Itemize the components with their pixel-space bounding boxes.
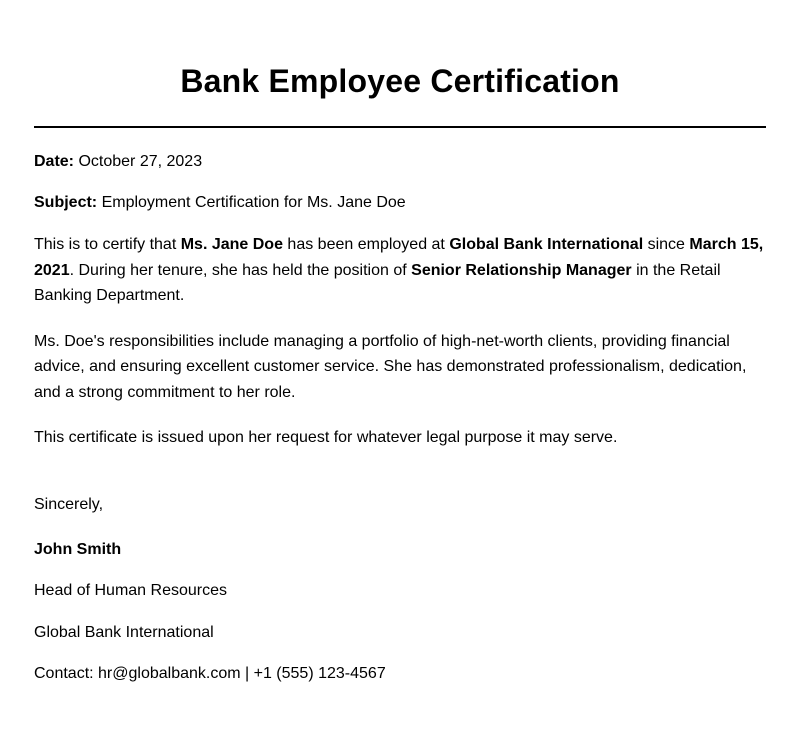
certification-paragraph	[34, 232, 766, 309]
signer-organization: Global Bank International	[34, 623, 214, 641]
closing-line: Sincerely,	[34, 495, 104, 513]
employee-name: Ms. Jane Doe	[180, 236, 283, 253]
p1-text-5: in the Retail Banking Department.	[34, 261, 721, 304]
p1-text-2: has been employed at	[282, 236, 450, 253]
purpose-paragraph: This certificate is issued upon her request for whatever legal purpose it may serve.	[34, 429, 618, 446]
subject-line	[34, 193, 766, 213]
contact-line: Contact: hr@globalbank.com | +1 (555) 123-4567	[34, 664, 386, 682]
p1-text-3: since	[643, 236, 690, 253]
signer-title: Head of Human Resources	[34, 581, 227, 599]
start-date: March 15, 2021	[34, 236, 764, 279]
p1-text-1: This is to certify that	[34, 236, 181, 253]
subject-value: Employment Certification for Ms. Jane Doe	[97, 194, 406, 211]
document-title: Bank Employee Certification	[180, 63, 620, 99]
date-line	[34, 152, 766, 172]
p1-text-4: . During her tenure, she has held the position of	[69, 261, 412, 279]
bank-name: Global Bank International	[449, 236, 644, 253]
date-label: Date:	[34, 153, 75, 170]
position-title: Senior Relationship Manager	[411, 261, 632, 279]
date-value: October 27, 2023	[74, 153, 203, 170]
signer-name: John Smith	[34, 540, 122, 558]
subject-label: Subject:	[34, 194, 98, 211]
responsibilities-paragraph: Ms. Doe's responsibilities include managing a portfolio of high-net-worth clients, providing financial advice, and ensuring excellent customer service. She has demonstrated professionalism, dedication, and a strong commitment to her role.	[34, 332, 747, 401]
title-divider	[34, 126, 766, 128]
